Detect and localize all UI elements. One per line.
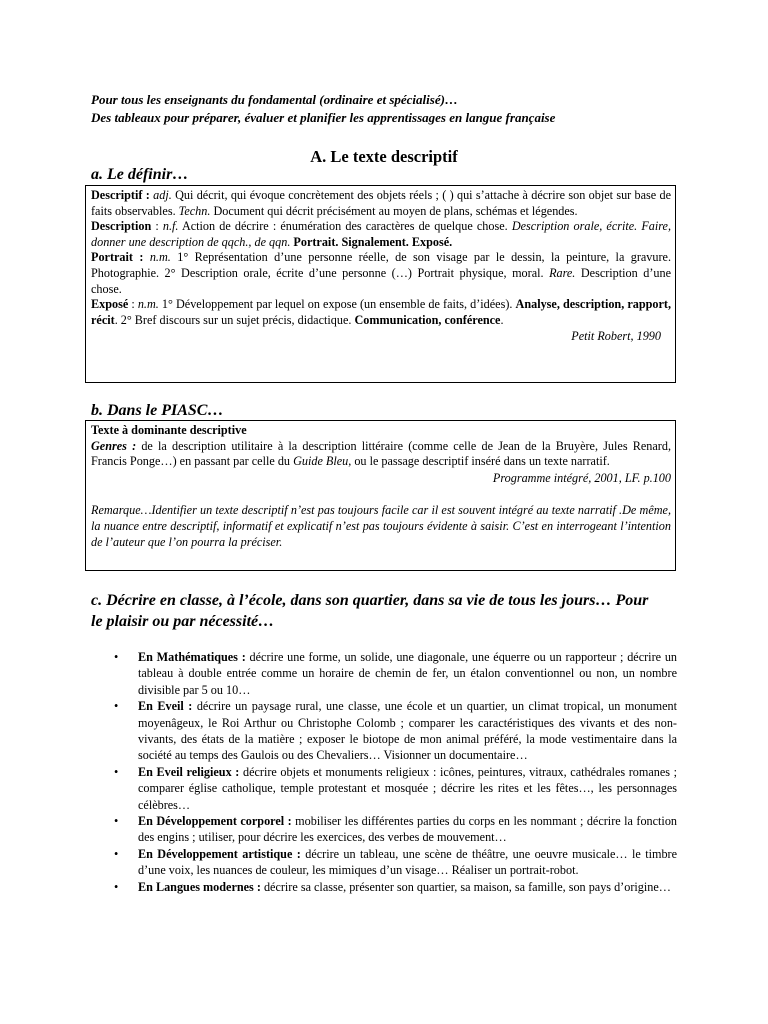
subject-text: décrire un tableau, une scène de théâtre, une oeuvre musicale… le timbre d’une voix, les nuances de couleur, les mimiques d’un visage… Réaliser un portrait-robot.	[138, 846, 678, 878]
definition-description	[91, 219, 671, 250]
bullet-icon: •	[114, 764, 119, 779]
descriptif-text-2: Document qui décrit précisément au moyen de plans, schémas et légendes.	[213, 203, 578, 218]
section-c-heading: c. Décrire en classe, à l’école, dans son quartier, dans sa vie de tous les jours… Pour le plaisir ou par nécessité…	[91, 592, 649, 630]
piasc-box	[85, 420, 676, 571]
source-petit-robert: Petit Robert, 1990	[571, 329, 661, 344]
subject-label: En Développement corporel :	[138, 814, 292, 829]
remarque: Remarque…Identifier un texte descriptif n’est pas toujours facile car il est souvent intégré au texte narratif .De même, la nuance entre descriptif, informatif et explicatif n’est pas toujours évidente à saisir. C’est en interrogeant l’intention de l’auteur que l’on pourra la préciser.	[91, 503, 671, 549]
descriptif-text-1: Qui décrit, qui évoque concrètement des objets réels ; ( ) qui s’attache à décrire son objet sur base de faits observables.	[91, 188, 672, 218]
expose-bold-2: Communication, conférence	[354, 312, 501, 327]
bullet-icon: •	[114, 846, 119, 861]
section-b-heading: b. Dans le PIASC…	[91, 402, 224, 419]
subject-text: mobiliser les différentes parties du corps en les nommant ; décrire la fonction des engins ; utiliser, pour décrire les exercices, des verbes de mouvement…	[138, 814, 678, 845]
genres-label: Genres :	[91, 438, 137, 453]
subject-label: En Mathématiques :	[138, 650, 246, 664]
list-item	[0, 698, 768, 764]
portrait-text-1: 1° Représentation d’une personne réelle, de son visage par le dessin, la peinture, la gravure. Photographie. 2° Description orale, écrite d’une personne (…) Portrait physique, moral.	[91, 250, 672, 280]
term-portrait: Portrait :	[91, 250, 144, 265]
description-text: Action de décrire : énumération des caractères de quelque chose.	[181, 219, 508, 234]
subject-label: En Langues modernes :	[138, 879, 261, 894]
list-item	[0, 813, 768, 846]
genres-paragraph	[91, 439, 671, 470]
subject-text: décrire sa classe, présenter son quartier, sa maison, sa famille, son pays d’origine…	[263, 879, 671, 894]
intro-header	[91, 91, 691, 127]
list-item	[0, 846, 768, 879]
bullet-icon: •	[114, 814, 119, 829]
list-item	[0, 649, 768, 698]
portrait-text-2: Description d’une chose.	[91, 265, 671, 296]
expose-text-2: . 2° Bref discours sur un sujet précis, didactique.	[114, 312, 352, 327]
subject-text: décrire un paysage rural, une classe, une école et un quartier, un climat tropical, un monument moyenâgeux, le Roi Arthur ou Christophe Colomb ; comparer les caractéristiques des vivants et des non-vivants, des états de la matière ; exposer le biotope de mon animal préféré, la mode vestimentaire dans la société au temps des Gaulois ou des Chevaliers… Visionner un documentaire…	[138, 699, 677, 763]
page-title: A. Le texte descriptif	[310, 147, 458, 166]
rare-label: Rare.	[549, 265, 576, 280]
term-descriptif: Descriptif :	[91, 188, 150, 202]
subject-label: En Développement artistique :	[138, 846, 301, 861]
term-description: Description	[91, 219, 152, 234]
guide-bleu: Guide Bleu	[293, 454, 349, 469]
bullet-icon: •	[114, 879, 119, 894]
section-a-heading: a. Le définir…	[91, 166, 189, 183]
list-item	[0, 764, 768, 813]
source-programme: Programme intégré, 2001, LF. p.100	[492, 470, 671, 485]
bullet-icon: •	[114, 699, 119, 714]
pos-portrait: n.m.	[149, 250, 171, 265]
expose-text-1: 1° Développement par lequel on expose (un ensemble de faits, d’idées).	[161, 297, 513, 312]
description-sep: :	[151, 219, 163, 234]
pos-expose: n.m.	[137, 297, 159, 312]
expose-sep: :	[128, 297, 138, 312]
subject-list	[0, 649, 768, 895]
description-example: Description orale, écrite. Faire, donner une description de qqch., de qqn.	[91, 219, 672, 249]
subject-text: décrire objets et monuments religieux : icônes, peintures, vitraux, cathédrales romanes ; comparer église catholique, temple protestant et mosquée ; décrire les rites et les fêtes…, les personnages célèbres…	[138, 764, 678, 812]
genres-text-2: , ou le passage descriptif inséré dans un texte narratif.	[348, 454, 610, 469]
subject-label: En Eveil :	[138, 699, 193, 714]
term-expose: Exposé	[91, 297, 129, 312]
pos-descriptif: adj.	[153, 188, 172, 202]
description-synonyms: Portrait. Signalement. Exposé.	[293, 234, 453, 249]
techn-label: Techn.	[178, 203, 211, 218]
intro-line-1: Pour tous les enseignants du fondamental (ordinaire et spécialisé)…	[91, 92, 458, 107]
definition-descriptif	[91, 188, 671, 219]
intro-line-2: Des tableaux pour préparer, évaluer et planifier les apprentissages en langue française	[91, 110, 556, 125]
definition-expose	[91, 297, 671, 328]
subject-text: décrire une forme, un solide, une diagonale, une équerre ou un rapporteur ; décrire un tableau à double entrée comme un horaire de chemin de fer, un étalon conventionnel ou non, un nombre divisible par 5 ou 10…	[138, 650, 678, 697]
definition-portrait	[91, 250, 671, 297]
definitions-box	[85, 185, 676, 383]
genres-text-1: de la description utilitaire à la description littéraire (comme celle de Jean de la Bruyère, Jules Renard, Francis Ponge…) en passant par celle du	[91, 438, 671, 469]
bullet-icon: •	[114, 650, 119, 664]
pos-description: n.f.	[162, 219, 179, 234]
piasc-box-title: Texte à dominante descriptive	[91, 423, 247, 437]
expose-end: .	[500, 312, 504, 327]
subject-label: En Eveil religieux :	[138, 764, 240, 779]
expose-bold-1: Analyse, description, rapport, récit	[91, 297, 672, 327]
list-item	[0, 879, 768, 895]
